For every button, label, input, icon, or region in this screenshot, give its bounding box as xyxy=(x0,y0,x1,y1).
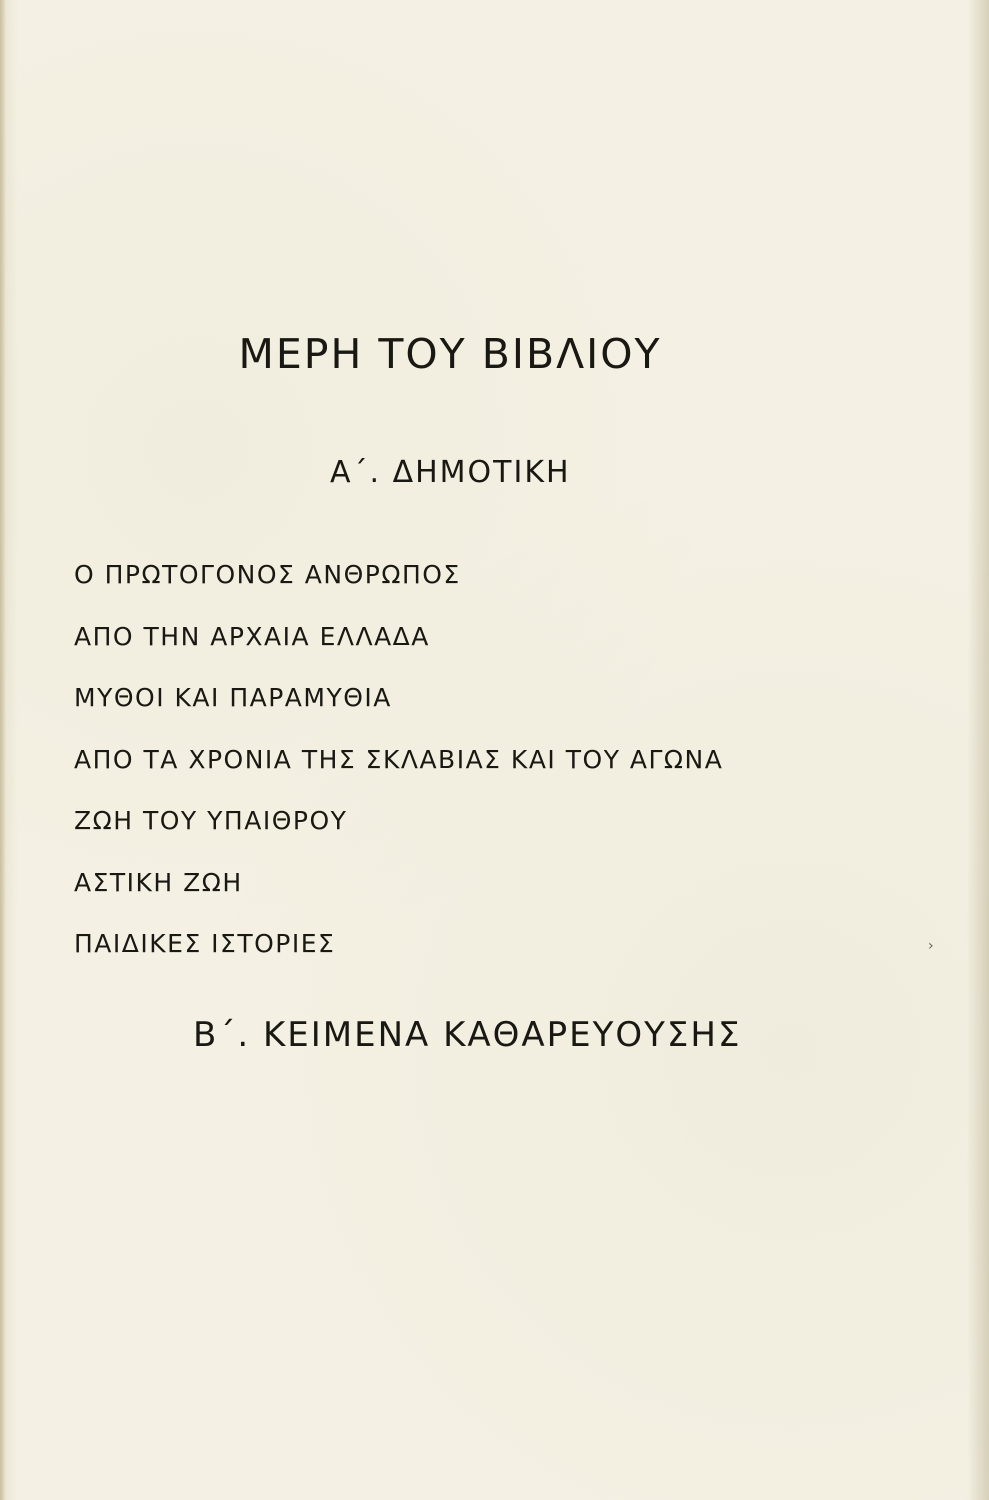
page-right-edge xyxy=(967,0,989,1500)
chapter-item: ΑΠΟ ΤΗΝ ΑΡΧΑΙΑ ΕΛΛΑΔΑ xyxy=(74,621,430,651)
chapter-list xyxy=(74,555,723,986)
page-left-edge xyxy=(0,0,6,1500)
section-a-heading: Α΄. ΔΗΜΟΤΙΚΗ xyxy=(330,455,571,490)
section-b-heading: Β΄. ΚΕΙΜΕΝΑ ΚΑΘΑΡΕΥΟΥΣΗΣ xyxy=(193,1015,742,1055)
chapter-item: ΜΥΘΟΙ ΚΑΙ ΠΑΡΑΜΥΘΙΑ xyxy=(74,683,392,712)
margin-mark: › xyxy=(928,938,934,954)
chapter-item: ΑΠΟ ΤΑ ΧΡΟΝΙΑ ΤΗΣ ΣΚΛΑΒΙΑΣ ΚΑΙ ΤΟΥ ΑΓΩΝΑ xyxy=(74,744,724,774)
page-title: ΜΕΡΗ ΤΟΥ ΒΙΒΛΙΟΥ xyxy=(238,330,662,378)
chapter-item: Ο ΠΡΩΤΟΓΟΝΟΣ ΑΝΘΡΩΠΟΣ xyxy=(74,560,461,589)
chapter-item: ΠΑΙΔΙΚΕΣ ΙΣΤΟΡΙΕΣ xyxy=(74,929,336,958)
chapter-item: ΖΩΗ ΤΟΥ ΥΠΑΙΘΡΟΥ xyxy=(74,806,348,835)
chapter-item: ΑΣΤΙΚΗ ΖΩΗ xyxy=(74,867,243,897)
